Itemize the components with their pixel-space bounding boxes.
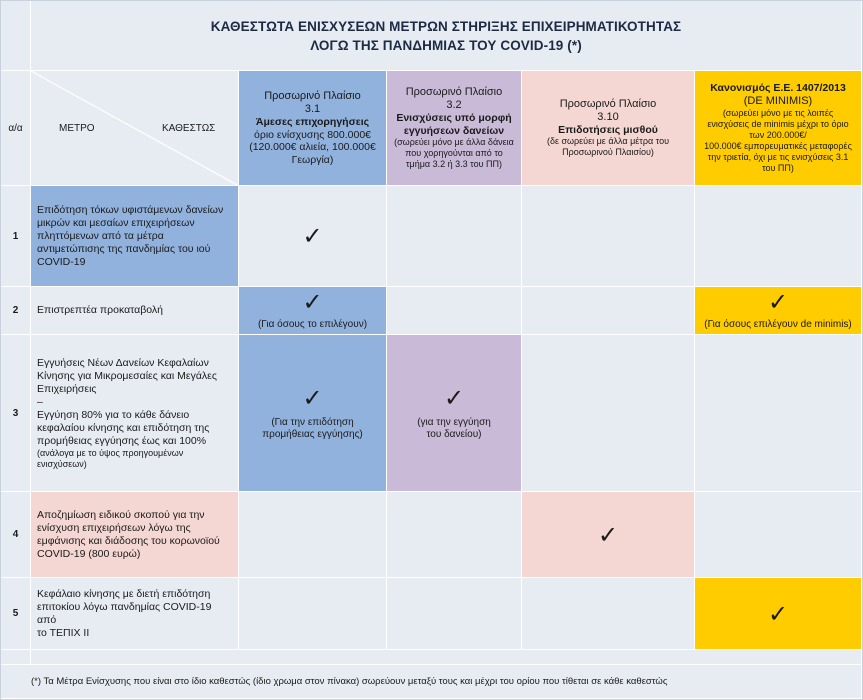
title-left-cell [1, 1, 31, 71]
row5-text-line: το ΤΕΠΙΧ ΙΙ [37, 626, 90, 639]
col2-line4: εγγυήσεων δανείων [403, 124, 505, 137]
row2-col4-note: (Για όσους επιλέγουν de minimis) [704, 319, 852, 331]
row3-text-line: κεφαλαίου κίνησης και επιδότηση της [37, 421, 210, 434]
row3-number [1, 335, 31, 492]
checkmark-icon: ✓ [597, 520, 619, 549]
row3-col2-cell [387, 335, 522, 492]
col2-line1: Προσωρινό Πλαίσιο [405, 86, 503, 98]
checkmark-icon: ✓ [302, 222, 323, 250]
header-col-3-1 [239, 71, 387, 186]
footnote-text: (*) Τα Μέτρα Ενίσχυσης που είναι στο ίδιο καθεστώς (ίδιο χρωμα στον πίνακα) σωρεύουν μεταξύ τους και μέχρι του ορίου που τίθεται σε κάθε καθεστώς [31, 676, 668, 687]
row2-col4-cell [695, 287, 862, 335]
col1-line6: Γεωργία) [291, 153, 334, 166]
header-col-3-2 [387, 71, 522, 186]
col3-line1: Προσωρινό Πλαίσιο [559, 97, 657, 110]
row3-text-line: Εγγυήσεις Νέων Δανείων Κεφαλαίων [37, 356, 209, 369]
col3-line2: 3.10 [597, 110, 619, 123]
row1-text-line: COVID-19 [37, 255, 86, 268]
header-col-de-minimis [695, 71, 862, 186]
row4-col2-cell [387, 492, 522, 578]
col1-line1: Προσωρινό Πλαίσιο [264, 90, 361, 102]
col4-line1: Κανονισμός Ε.Ε. 1407/2013 [710, 82, 846, 95]
row3-number-label: 3 [12, 407, 19, 419]
checkmark-icon: ✓ [302, 288, 323, 317]
col4-line6: 100.000€ εμπορευματικές μεταφορές [704, 140, 852, 151]
row3-text-line: προμήθειας εγγύησης έως και 100% [37, 434, 207, 447]
row5-measure [31, 578, 239, 650]
col4-line5: των 200.000€/ [749, 129, 807, 140]
row5-text-line: επιτοκίου λόγω πανδημίας COVID-19 από [37, 600, 212, 626]
table-title [31, 1, 862, 71]
row1-number-label: 1 [12, 230, 19, 242]
col1-line3: Άμεσες επιχορηγήσεις [255, 116, 370, 128]
row3-small-note: (ανάλογα με το ύψος προηγουμένων ενισχύσεων) [37, 447, 184, 469]
row4-measure [31, 492, 239, 578]
header-aa-label: α/α [8, 122, 23, 134]
row5-text-line: Κεφάλαιο κίνησης με διετή επιδότηση [37, 587, 211, 600]
row1-number [1, 186, 31, 287]
col4-line2: (DE MINIMIS) [743, 94, 813, 107]
row4-text-line: COVID-19 (800 ευρώ) [37, 547, 141, 560]
col4-line8: του ΠΠ) [762, 162, 794, 173]
col2-line6: που χορηγούνται από το [405, 148, 503, 158]
row2-text-line: Επιστρεπτέα προκαταβολή [37, 304, 164, 316]
row2-number [1, 287, 31, 335]
title-line-1: ΚΑΘΕΣΤΩΤΑ ΕΝΙΣΧΥΣΕΩΝ ΜΕΤΡΩΝ ΣΤΗΡΙΞΗΣ ΕΠΙΧΕΙΡΗΜΑΤΙΚΟΤΗΤΑΣ [210, 18, 682, 34]
spacer-cell [31, 650, 862, 665]
row3-col2-note: (για την εγγύηση [417, 416, 491, 428]
footnote [1, 665, 862, 699]
col2-line2: 3.2 [446, 99, 462, 111]
header-col-3-10 [522, 71, 695, 186]
col4-line3: (σωρεύει μόνο με τις λοιπές [722, 107, 834, 118]
checkmark-icon: ✓ [767, 599, 789, 628]
row3-col1-cell [239, 335, 387, 492]
col1-line2: 3.1 [304, 103, 321, 115]
row1-text-line: Επιδότηση τόκων υφιστάμενων δανείων [37, 203, 224, 216]
row2-measure [31, 287, 239, 335]
row4-col3-cell [522, 492, 695, 578]
row3-text-line: Επιχειρήσεις [37, 382, 97, 395]
col3-line4: (δε σωρεύει με άλλα μέτρα του [546, 136, 670, 147]
row4-text-line: εμφάνισης και διάδοσης του κορωνοϊού [37, 534, 220, 547]
col4-line4: ενισχύσεις de minimis μέχρι το όριο [707, 118, 849, 129]
row3-col1-note: προμήθειας εγγύησης) [262, 429, 363, 440]
row3-col1-note: (Για την επιδότηση [271, 416, 354, 428]
row4-text-line: ενίσχυση επιχειρήσεων λόγω της [37, 521, 191, 534]
row2-col3-cell [522, 287, 695, 335]
col1-line5: (120.000€ αλιεία, 100.000€ [249, 141, 376, 153]
row2-col1-cell [239, 287, 387, 335]
row1-text-line: αντιμετώπισης της πανδημίας του ιού [37, 242, 211, 255]
row1-col1-cell [239, 186, 387, 287]
header-aa [1, 71, 31, 186]
header-metro-kathestos [31, 71, 239, 186]
row3-col3-cell [522, 335, 695, 492]
title-line-2: ΛΟΓΩ ΤΗΣ ΠΑΝΔΗΜΙΑΣ ΤΟΥ COVID-19 (*) [310, 37, 582, 53]
row1-col2-cell [387, 186, 522, 287]
row2-col1-note: (Για όσους το επιλέγουν) [257, 319, 368, 331]
row4-number [1, 492, 31, 578]
row1-text-line: μικρών και μεσαίων επιχειρήσεων [37, 216, 195, 229]
row3-text-line: – [37, 395, 43, 408]
row1-col4-cell [695, 186, 862, 287]
row4-col4-cell [695, 492, 862, 578]
row5-col1-cell [239, 578, 387, 650]
row5-col4-cell [695, 578, 862, 650]
checkmark-icon: ✓ [443, 383, 465, 412]
row3-col4-cell [695, 335, 862, 492]
row5-number-label: 5 [12, 608, 19, 619]
row4-number-label: 4 [12, 529, 19, 540]
col3-line3: Επιδοτήσεις μισθού [558, 123, 658, 136]
header-kathestos-label: ΚΑΘΕΣΤΩΣ [162, 123, 216, 134]
header-metro-label: ΜΕΤΡΟ [59, 123, 95, 134]
row2-col2-cell [387, 287, 522, 335]
col2-line3: Ενισχύσεις υπό μορφή [396, 112, 512, 124]
col4-line7: την τριετία, όχι με τις ενισχύσεις 3.1 [707, 151, 849, 162]
col2-line7: τμήμα 3.2 ή 3.3 του ΠΠ) [405, 159, 503, 169]
row1-text-line: πληττόμενων από τα μέτρα [37, 229, 164, 242]
row3-text-line: Εγγύηση 80% για το κάθε δάνειο [37, 408, 190, 421]
row1-measure [31, 186, 239, 287]
checkmark-icon: ✓ [302, 383, 323, 412]
row4-text-line: Αποζημίωση ειδικού σκοπού για την [37, 508, 205, 521]
spacer-cell [1, 650, 31, 665]
col3-line5: Προσωρινού Πλαισίου) [562, 147, 654, 158]
row5-col3-cell [522, 578, 695, 650]
row5-number [1, 578, 31, 650]
col1-line4: όριο ενίσχυσης 800.000€ [254, 128, 371, 141]
row3-text-line: Κίνησης για Μικρομεσαίες και Μεγάλες [37, 369, 217, 382]
row2-number-label: 2 [12, 305, 19, 316]
row4-col1-cell [239, 492, 387, 578]
checkmark-icon: ✓ [767, 288, 789, 317]
row5-col2-cell [387, 578, 522, 650]
row1-col3-cell [522, 186, 695, 287]
row3-measure [31, 335, 239, 492]
col2-line5: (σωρεύει μόνο με άλλα δάνεια [394, 137, 514, 147]
row3-col2-note: του δανείου) [426, 429, 482, 440]
